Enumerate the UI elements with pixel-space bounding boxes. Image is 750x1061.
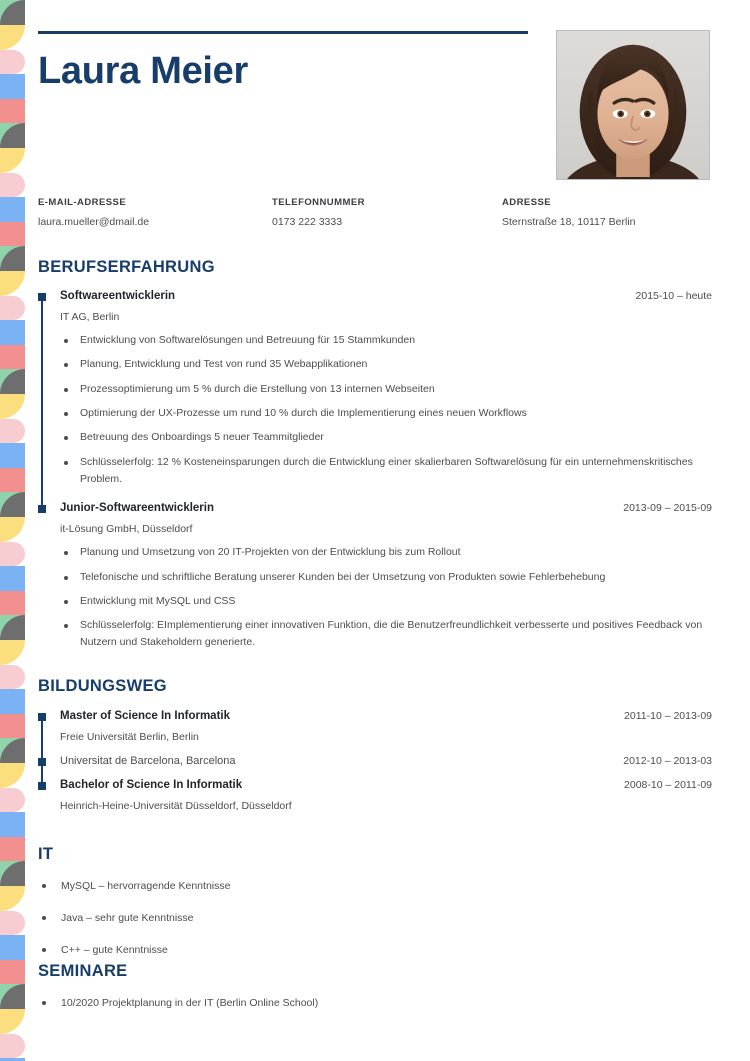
list-item: Planung und Umsetzung von 20 IT-Projekten von der Entwicklung bis zum Rollout — [60, 544, 712, 561]
deco-shape — [0, 566, 25, 591]
contact-address-label: ADRESSE — [502, 197, 552, 208]
deco-shape — [0, 419, 25, 443]
contact-address — [502, 197, 635, 228]
entry-date: 2012-10 – 2013-03 — [623, 755, 712, 767]
contact-address-value: Sternstraße 18, 10117 Berlin — [502, 216, 636, 228]
entry-subtitle: IT AG, Berlin — [60, 311, 120, 323]
entry-date: 2015-10 – heute — [635, 290, 712, 302]
section-title-it: IT — [38, 845, 54, 863]
contact-email-value[interactable]: laura.mueller@dmail.de — [38, 216, 150, 228]
list-item: MySQL – hervorragende Kenntnisse — [38, 878, 698, 895]
deco-unit — [0, 763, 25, 886]
entry-date: 2008-10 – 2011-09 — [624, 779, 712, 791]
list-item: Planung, Entwicklung und Test von rund 35 Webapplikationen — [60, 356, 712, 373]
entry-subtitle: Freie Universität Berlin, Berlin — [60, 731, 199, 743]
entry-title: Universitat de Barcelona, Barcelona — [60, 755, 236, 767]
deco-shape — [0, 468, 25, 492]
section-title-education: BILDUNGSWEG — [38, 677, 167, 695]
timeline-marker — [38, 505, 46, 513]
contact-row — [0, 197, 750, 237]
deco-shape — [0, 443, 25, 468]
deco-shape — [0, 640, 25, 665]
deco-shape — [0, 1034, 25, 1058]
section-title-experience: BERUFSERFAHRUNG — [38, 258, 215, 276]
deco-shape — [0, 714, 25, 738]
list-item: Telefonische und schriftliche Beratung unserer Kunden bei der Umsetzung von Produkten sowie Fehlerbehebung — [60, 569, 712, 586]
entry-bullet-list — [60, 544, 712, 652]
entry-subtitle: Heinrich-Heine-Universität Düsseldorf, Düsseldorf — [60, 800, 292, 812]
deco-unit — [0, 640, 25, 763]
list-item: Prozessoptimierung um 5 % durch die Erstellung von 13 internen Webseiten — [60, 381, 712, 398]
portrait-photo-icon — [557, 31, 709, 179]
deco-shape — [0, 1009, 25, 1034]
deco-unit — [0, 886, 25, 1009]
list-item: Schlüsselerfolg: 12 % Kosteneinsparungen durch die Entwicklung einer skalierbaren Softwarelösung für ein unternehmenskritisches Problem. — [60, 454, 712, 489]
entry-header — [60, 710, 712, 722]
deco-shape — [0, 296, 25, 320]
list-item: C++ – gute Kenntnisse — [38, 942, 698, 959]
timeline-entry — [38, 779, 712, 812]
list-item: Optimierung der UX-Prozesse um rund 10 % durch die Implementierung eines neuen Workflows — [60, 405, 712, 422]
experience-timeline — [38, 290, 712, 659]
entry-header — [60, 779, 712, 791]
entry-header — [60, 755, 712, 767]
timeline-entry — [38, 710, 712, 743]
timeline-entry — [38, 755, 712, 767]
deco-shape — [0, 763, 25, 788]
deco-shape — [0, 517, 25, 542]
section-title-seminars: SEMINARE — [38, 962, 128, 980]
seminar-list — [38, 995, 698, 1027]
entry-date: 2013-09 – 2015-09 — [623, 502, 712, 515]
list-item: 10/2020 Projektplanung in der IT (Berlin Online School) — [38, 995, 698, 1012]
deco-shape — [0, 345, 25, 369]
timeline-entry — [38, 502, 712, 652]
list-item: Entwicklung von Softwarelösungen und Betreuung für 15 Stammkunden — [60, 332, 712, 349]
contact-phone — [272, 197, 365, 228]
deco-shape — [0, 665, 25, 689]
timeline-marker — [38, 782, 46, 790]
deco-unit — [0, 25, 25, 148]
deco-shape — [0, 886, 25, 911]
deco-shape — [0, 50, 25, 74]
entry-title: Softwareentwicklerin — [60, 290, 176, 302]
deco-shape — [0, 148, 25, 173]
page-title: Laura Meier — [38, 50, 249, 92]
deco-shape — [0, 935, 25, 960]
deco-shape — [0, 271, 25, 296]
list-item: Schlüsselerfolg: EImplementierung einer innovativen Funktion, die die Benutzerfreundlichkeit verbesserte und positives Feedback von Nutzern und Stakeholdern generierte. — [60, 617, 712, 652]
list-item: Entwicklung mit MySQL und CSS — [60, 593, 712, 610]
deco-shape — [0, 591, 25, 615]
deco-shape — [0, 542, 25, 566]
contact-phone-value[interactable]: 0173 222 3333 — [272, 216, 343, 228]
contact-email — [38, 197, 149, 228]
deco-unit — [0, 0, 25, 25]
list-item: Java – sehr gute Kenntnisse — [38, 910, 698, 927]
deco-unit — [0, 1009, 25, 1061]
entry-title: Master of Science In Informatik — [60, 710, 230, 722]
deco-shape — [0, 99, 25, 123]
header-rule — [38, 31, 528, 34]
deco-unit — [0, 394, 25, 517]
deco-shape — [0, 812, 25, 837]
timeline-marker — [38, 713, 46, 721]
deco-shape — [0, 394, 25, 419]
deco-shape — [0, 320, 25, 345]
deco-shape — [0, 689, 25, 714]
it-skill-list — [38, 878, 698, 973]
avatar — [556, 30, 710, 180]
entry-subtitle: it-Lösung GmbH, Düsseldorf — [60, 523, 193, 536]
deco-unit — [0, 271, 25, 394]
education-timeline — [38, 710, 712, 812]
deco-shape — [0, 960, 25, 984]
contact-email-label: E-MAIL-ADRESSE — [38, 197, 127, 208]
deco-shape — [0, 25, 25, 50]
deco-shape — [0, 173, 25, 197]
deco-shape — [0, 911, 25, 935]
entry-title: Bachelor of Science In Informatik — [60, 779, 243, 791]
entry-title: Junior-Softwareentwicklerin — [60, 502, 215, 515]
entry-header — [60, 502, 712, 514]
timeline-marker — [38, 293, 46, 301]
timeline-entry — [38, 290, 712, 488]
deco-shape — [0, 837, 25, 861]
deco-shape — [0, 788, 25, 812]
entry-header — [60, 290, 712, 302]
deco-unit — [0, 517, 25, 640]
entry-date: 2011-10 – 2013-09 — [624, 710, 712, 722]
entry-bullet-list — [60, 332, 712, 488]
list-item: Betreuung des Onboardings 5 neuer Teammitglieder — [60, 429, 712, 446]
deco-shape — [0, 74, 25, 99]
timeline-marker — [38, 758, 46, 766]
decorative-color-rail — [0, 0, 25, 1061]
contact-phone-label: TELEFONNUMMER — [272, 197, 365, 208]
